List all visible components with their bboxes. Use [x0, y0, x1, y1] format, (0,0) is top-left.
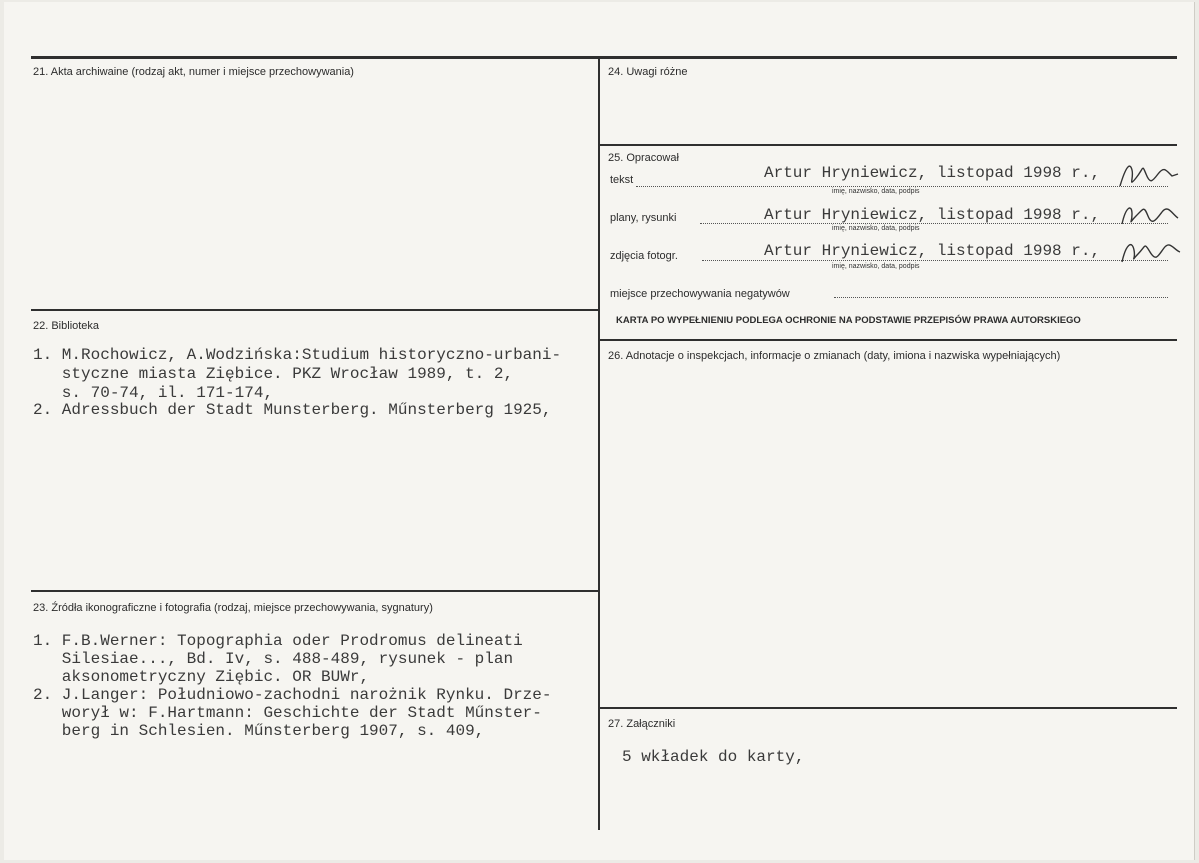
iconography-entry: berg in Schlesien. Műnsterberg 1907, s. 409, [33, 722, 485, 740]
section-25-label: 25. Opracował [608, 152, 679, 164]
section-27-label: 27. Załączniki [608, 718, 676, 730]
signature-icon [1116, 160, 1182, 190]
iconography-entry: aksonometryczny Ziębic. OR BUWr, [33, 668, 370, 686]
section-21-label: 21. Akta archiwaine (rodzaj akt, numer i miejsce przechowywania) [33, 66, 354, 78]
iconography-entry: 1. F.B.Werner: Topographia oder Prodromus delineati [33, 632, 523, 650]
record-card [4, 2, 1195, 860]
bibliography-entry: 1. M.Rochowicz, A.Wodzińska:Studium historyczno-urbani- [33, 346, 562, 364]
plans-row-label: plany, rysunki [610, 212, 677, 224]
signature-icon [1118, 200, 1184, 228]
negatives-dots [834, 297, 1168, 298]
photos-row-value: Artur Hryniewicz, listopad 1998 r., [764, 242, 1101, 260]
right-rule-26 [599, 339, 1177, 341]
section-22-label: 22. Biblioteka [33, 320, 100, 332]
bibliography-entry: 2. Adressbuch der Stadt Munsterberg. Műnsterberg 1925, [33, 401, 552, 419]
photos-row-label: zdjęcia fotogr. [610, 250, 678, 262]
bibliography-entry: styczne miasta Ziębice. PKZ Wrocław 1989, t. 2, [33, 365, 514, 383]
author-row-dots [636, 186, 1168, 187]
iconography-entry: Silesiae..., Bd. Iv, s. 488-489, rysunek - plan [33, 650, 514, 668]
plans-row-value: Artur Hryniewicz, listopad 1998 r., [764, 206, 1101, 224]
copyright-notice: KARTA PO WYPEŁNIENIU PODLEGA OCHRONIE NA PODSTAWIE PRZEPISÓW PRAWA AUTORSKIEGO [616, 315, 1081, 326]
iconography-entry: 2. J.Langer: Południowo-zachodni narożnik Rynku. Drze- [33, 686, 552, 704]
section-26-label: 26. Adnotacje o inspekcjach, informacje o zmianach (daty, imiona i nazwiska wypełniających) [608, 350, 1061, 362]
photos-row-caption: imię, nazwisko, data, podpis [832, 263, 920, 270]
negatives-label: miejsce przechowywania negatywów [610, 288, 790, 300]
section-24-label: 24. Uwagi różne [608, 66, 688, 78]
right-rule-27 [599, 707, 1177, 709]
attachments-value: 5 wkładek do karty, [622, 748, 805, 766]
plans-row-caption: imię, nazwisko, data, podpis [832, 225, 920, 232]
bibliography-entry: s. 70-74, il. 171-174, [33, 384, 274, 402]
top-rule [31, 56, 1177, 59]
author-row-caption: imię, nazwisko, data, podpis [832, 188, 920, 195]
left-rule-23 [31, 590, 599, 592]
author-row-value: Artur Hryniewicz, listopad 1998 r., [764, 164, 1101, 182]
section-23-label: 23. Źródła ikonograficzne i fotografia (rodzaj, miejsce przechowywania, sygnatury) [33, 602, 433, 614]
left-rule-22 [31, 309, 599, 311]
signature-icon [1118, 236, 1184, 266]
author-row-label: tekst [610, 174, 634, 186]
right-rule-25 [599, 144, 1177, 146]
center-divider [598, 58, 600, 830]
iconography-entry: worył w: F.Hartmann: Geschichte der Stadt Műnster- [33, 704, 542, 722]
